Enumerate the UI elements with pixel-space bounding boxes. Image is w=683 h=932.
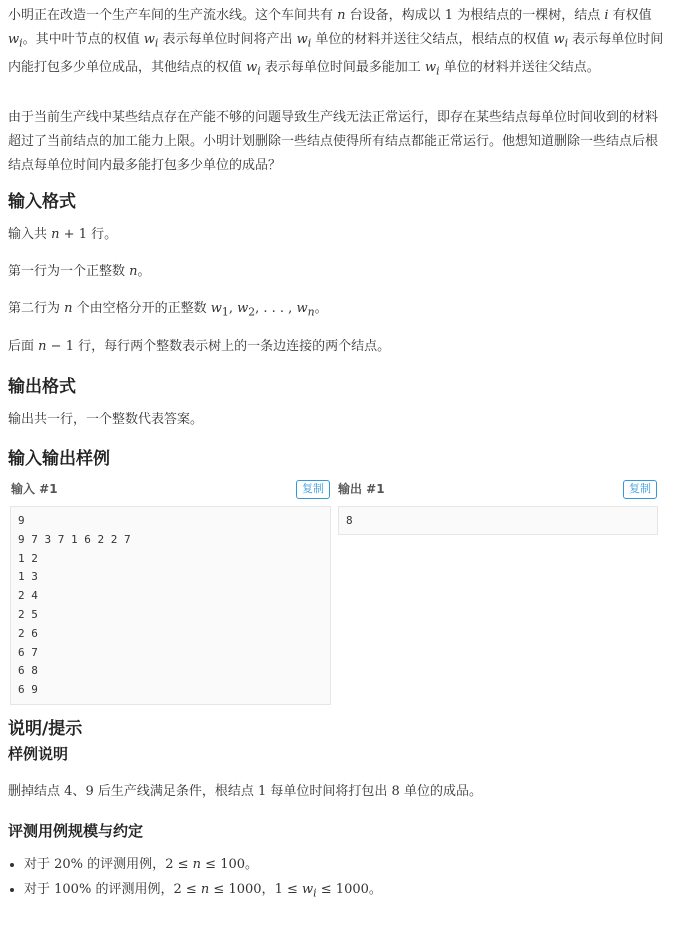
limits-list <box>8 852 382 906</box>
input-format-line-1: 输入共 n + 1 行。 <box>8 227 118 242</box>
description-paragraph-1: 小明正在改造一个生产车间的生产流水线。这个车间共有 n 台设备，构成以 1 为根结点的一棵树，结点 i 有权值 $w_i$。其中叶节点的权值 $w_i$ 表示每单位时间将产出 $w_i$ 单位的材料并送往父结点，根结点的权值 $w_i$ 表示每单位时间内能打包多少单位成品，其他结点的权值 $w_i$ 表示每单位时间最多能加工 $w_i$ 单位的材料并送往父结点。 <box>8 8 664 78</box>
hint-heading: 说明/提示 <box>8 719 83 739</box>
sample-input-box[interactable]: 9 9 7 3 7 1 6 2 2 7 1 2 1 3 2 4 2 5 2 6 6 7 6 8 6 9 <box>10 506 331 705</box>
input-format-line-4: 后面 n − 1 行，每行两个整数表示树上的一条边连接的两个结点。 <box>8 339 391 354</box>
samples-heading: 输入输出样例 <box>8 449 110 469</box>
sample-explanation-text: 删掉结点 4、9 后生产线满足条件，根结点 1 每单位时间将打包出 8 单位的成品。 <box>8 784 482 799</box>
limit-item-2: • 对于 100% 的评测用例，2 ≤ n ≤ 1000，$1 \le w_i \le 1000$。 <box>24 877 382 906</box>
description-paragraph-2: 由于当前生产线中某些结点存在产能不够的问题导致生产线无法正常运行，即存在某些结点每单位时间收到的材料超过了当前结点的加工能力上限。小明计划删除一些结点使得所有结点都能正常运行。他想知道删除一些结点后根结点每单位时间内最多能打包多少单位的成品？ <box>8 110 659 173</box>
sample-explanation-heading: 样例说明 <box>8 745 69 763</box>
sample-output-box[interactable]: 8 <box>338 506 658 535</box>
limit-item-1: • 对于 20% 的评测用例，2 ≤ n ≤ 100。 <box>24 852 382 877</box>
sample-output-label: 输出 #1 <box>338 482 385 496</box>
input-format-heading: 输入格式 <box>8 192 76 212</box>
sample-input-label: 输入 #1 <box>11 482 58 496</box>
copy-input-button[interactable]: 复制 <box>296 480 330 499</box>
output-format-line: 输出共一行，一个整数代表答案。 <box>8 412 204 427</box>
output-format-heading: 输出格式 <box>8 377 76 397</box>
input-format-line-3: 第二行为 n 个由空格分开的正整数 $w_1$, $w_2$, . . . , $w_n$。 <box>8 301 328 319</box>
input-format-line-2: 第一行为一个正整数 n。 <box>8 264 151 279</box>
limits-heading: 评测用例规模与约定 <box>8 822 144 840</box>
copy-output-button[interactable]: 复制 <box>623 480 657 499</box>
